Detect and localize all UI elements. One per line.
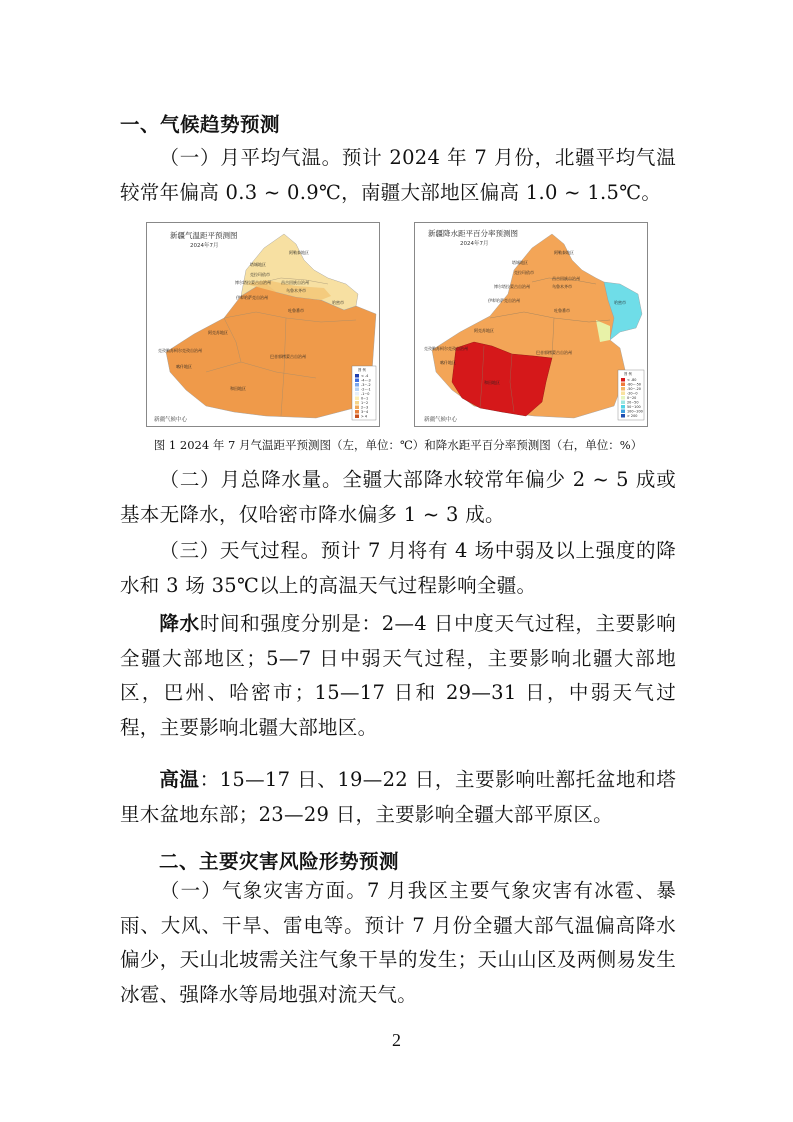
right-label-0: 阿勒泰地区 xyxy=(554,250,574,255)
paragraph-precipitation xyxy=(120,463,676,532)
left-label-6: 乌鲁木齐市 xyxy=(286,288,306,293)
left-legend-label-1: -4~-3 xyxy=(361,378,371,383)
right-legend-swatch-1 xyxy=(621,383,625,387)
disaster-text: （一）气象灾害方面。7 月我区主要气象灾害有冰雹、暴雨、大风、干旱、雷电等。预计 7 月份全疆大部气温偏高降水偏少，天山北坡需关注气象干旱的发生；天山山区及两侧易发生冰雹、强降水等局地强对流天气。 xyxy=(120,879,676,1006)
left-label-12: 喀什地区 xyxy=(176,364,192,369)
left-legend-label-4: -1~0 xyxy=(361,392,370,396)
left-label-1: 塔城地区 xyxy=(250,262,266,267)
paragraph-heat xyxy=(120,763,676,832)
right-label-2: 克拉玛依市 xyxy=(514,270,534,275)
right-legend-label-3: -20~0 xyxy=(627,391,638,396)
right-label-9: 巴音郭楞蒙古自治州 xyxy=(536,350,572,355)
left-legend-label-3: -2~-1 xyxy=(361,387,371,392)
right-label-11: 克孜勒苏柯尔克孜自治州 xyxy=(424,346,468,351)
left-label-7: 吐鲁番市 xyxy=(288,308,304,313)
left-label-8: 哈密市 xyxy=(332,300,344,305)
left-legend-swatch-2 xyxy=(355,383,359,387)
left-legend-swatch-9 xyxy=(355,415,359,419)
right-label-5: 昌吉回族自治州 xyxy=(552,276,580,281)
right-legend-label-6: 50~100 xyxy=(627,405,641,409)
right-label-10: 阿克苏地区 xyxy=(474,328,494,333)
right-map-subtitle: 2024年7月 xyxy=(460,241,489,247)
paragraph-temperature xyxy=(120,141,676,210)
left-label-4: 伊犁哈萨克自治州 xyxy=(236,295,268,300)
right-label-8: 哈密市 xyxy=(614,300,626,305)
left-legend-swatch-3 xyxy=(355,388,359,392)
left-legend-swatch-0 xyxy=(355,374,359,378)
left-label-5: 昌吉回族自治州 xyxy=(281,280,309,285)
right-legend-swatch-7 xyxy=(621,410,625,414)
heat-text: ：15—17 日、19—22 日，主要影响吐鄯托盆地和塔里木盆地东部；23—29 日，主要影响全疆大部平原区。 xyxy=(120,768,676,826)
right-legend-swatch-2 xyxy=(621,387,625,391)
left-legend xyxy=(352,366,376,420)
section-heading-climate: 一、气候趋势预测 xyxy=(120,113,281,136)
right-legend-swatch-8 xyxy=(621,414,625,418)
left-legend-title: 图 例 xyxy=(358,368,366,372)
left-label-3: 博尔塔拉蒙古自治州 xyxy=(235,280,271,285)
right-legend-swatch-4 xyxy=(621,396,625,400)
left-legend-swatch-4 xyxy=(355,392,359,396)
precipitation-text: （二）月总降水量。全疆大部降水较常年偏少 2 ~ 5 成或基本无降水，仅哈密市降水偏多 1 ~ 3 成。 xyxy=(120,468,676,526)
section-heading-disaster: 二、主要灾害风险形势预测 xyxy=(159,850,400,873)
precipitation-anomaly-map xyxy=(414,222,648,427)
right-legend-title: 图 例 xyxy=(624,372,632,376)
left-legend-label-7: 2~3 xyxy=(361,405,369,410)
right-label-7: 吐鲁番市 xyxy=(554,308,570,313)
right-legend-label-2: -50~-20 xyxy=(627,387,641,391)
left-legend-swatch-6 xyxy=(355,401,359,405)
left-label-0: 阿勒泰地区 xyxy=(289,250,309,255)
left-legend-label-8: 3~4 xyxy=(361,410,369,414)
right-legend-label-7: 100~200 xyxy=(627,409,643,414)
left-legend-label-2: -3~-2 xyxy=(361,383,371,387)
right-legend-label-4: 0~20 xyxy=(627,396,637,400)
right-legend xyxy=(618,370,644,420)
left-legend-label-6: 1~2 xyxy=(361,401,369,405)
right-label-3: 博尔塔拉蒙古自治州 xyxy=(494,284,530,289)
left-label-13: 和田地区 xyxy=(230,386,246,391)
left-map-subtitle: 2024年7月 xyxy=(190,243,219,249)
right-label-12: 喀什地区 xyxy=(440,360,456,365)
right-map-title: 新疆降水距平百分率预测图 xyxy=(428,229,518,238)
left-legend-label-5: 0~1 xyxy=(361,396,369,401)
left-legend-swatch-7 xyxy=(355,406,359,410)
right-legend-label-1: -80~-50 xyxy=(627,382,641,387)
heat-label: 高温 xyxy=(159,768,200,791)
paragraph-rain xyxy=(120,607,676,745)
right-legend-label-5: 20~50 xyxy=(627,400,639,405)
left-label-11: 克孜勒苏柯尔克孜自治州 xyxy=(158,348,202,353)
paragraph-disaster xyxy=(120,874,676,1012)
left-legend-swatch-8 xyxy=(355,410,359,414)
right-legend-swatch-5 xyxy=(621,401,625,405)
left-legend-swatch-1 xyxy=(355,379,359,383)
right-label-1: 塔城地区 xyxy=(512,260,528,265)
figure-caption: 图 1 2024 年 7 月气温距平预测图（左，单位：℃）和降水距平百分率预测图（右，单位：%） xyxy=(153,438,643,452)
paragraph-weather-process xyxy=(120,534,676,603)
left-label-2: 克拉玛依市 xyxy=(250,272,270,277)
weather-process-text: （三）天气过程。预计 7 月将有 4 场中弱及以上强度的降水和 3 场 35℃以上的高温天气过程影响全疆。 xyxy=(120,539,676,597)
right-label-4: 伊犁哈萨克自治州 xyxy=(488,298,520,303)
right-legend-label-0: < -80 xyxy=(627,378,637,382)
rain-label: 降水 xyxy=(159,612,200,635)
left-label-9: 巴音郭楞蒙古自治州 xyxy=(270,354,306,359)
right-map-center: 新疆气候中心 xyxy=(424,417,458,423)
left-legend-label-9: > 4 xyxy=(361,414,368,419)
page-number: 2 xyxy=(392,1030,401,1050)
right-legend-label-8: > 200 xyxy=(627,414,638,418)
left-map-title: 新疆气温距平预测图 xyxy=(170,231,238,240)
temperature-anomaly-map xyxy=(146,222,380,427)
right-legend-swatch-6 xyxy=(621,405,625,409)
right-legend-swatch-0 xyxy=(621,378,625,382)
rain-text: 时间和强度分别是：2—4 日中度天气过程，主要影响全疆大部地区；5—7 日中弱天气过程，主要影响北疆大部地区，巴州、哈密市；15—17 日和 29—31 日，中弱天气过程，主要影响北疆大部地区。 xyxy=(120,612,676,739)
right-label-6: 乌鲁木齐市 xyxy=(552,284,572,289)
left-map-center: 新疆气候中心 xyxy=(154,417,188,423)
right-label-13: 和田地区 xyxy=(484,380,500,385)
left-legend-swatch-5 xyxy=(355,397,359,401)
left-legend-label-0: < -4 xyxy=(361,374,369,378)
right-legend-swatch-3 xyxy=(621,392,625,396)
temperature-text: （一）月平均气温。预计 2024 年 7 月份，北疆平均气温较常年偏高 0.3 ~ 0.9℃，南疆大部地区偏高 1.0 ~ 1.5℃。 xyxy=(120,146,676,204)
left-label-10: 阿克苏地区 xyxy=(208,330,228,335)
